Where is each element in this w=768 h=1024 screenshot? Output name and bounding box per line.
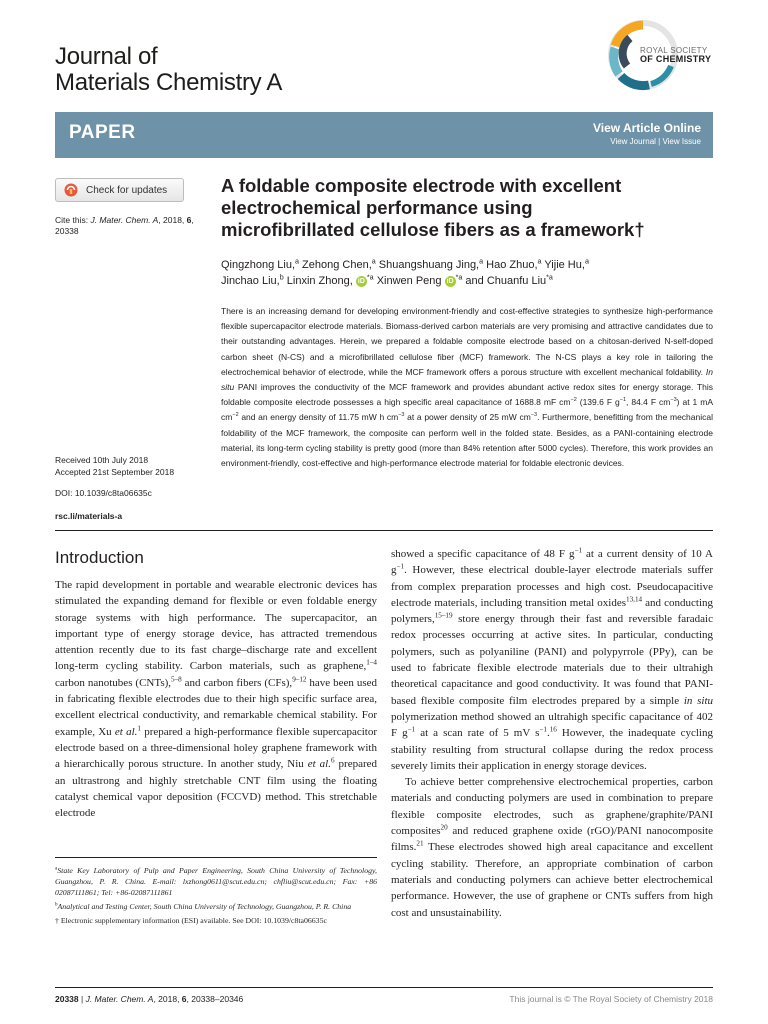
rsc-wordmark-line2: OF CHEMISTRY: [640, 54, 712, 64]
author: Shuangshuang Jing,: [375, 259, 480, 271]
author: Linxin Zhong,: [283, 275, 353, 287]
body-column-right: showed a specific capacitance of 48 F $g^{-1}$ at a current density of 10 A $g^{-1}$. However, these electrical double-layer electrode materials suffer from complex preparation processes and high cost. Pseudocapacitive electrode materials, including transition metal oxides$^{13,14}$ and conducting polymers,$^{15-19}$ store energy through their fast and reversible faradaic redox processes occurring at active sites. In particular, conducting polymers, such as polyaniline (PANI) and polypyrrole (PPy), can be used to fabricate flexible electrode materials due to their ultrahigh theoretical capacitance and good conductivity. It was found that PANI-based flexible composite film electrodes prepared by a simple in situ polymerization method showed an ultrahigh specific capacitance of 402 F $g^{-1}$ at a scan rate of 5 mV $s^{-1}.^{16}$ However, the inadequate cycling stability resulting from structural collapse during the redox process severely limits their application in energy storage devices. To achieve better comprehensive electrochemical properties, carbon materials and conducting polymers are used in combination to prepare flexible composite electrodes, such as graphene/graphite/PANI composites$^{20}$ and reduced graphene oxide (rGO)/PANI nanocomposite films.$^{21}$ These electrodes showed high areal capacitance and excellent cycling stability. Therefore, an appropriate combination of carbon materials and conducting polymers can achieve better electrochemical performance. However, the use of graphene or CNTs suffers from high cost and unsustainability.: [391, 546, 714, 919]
crossmark-icon: [64, 183, 78, 197]
page-footer-left: [55, 994, 243, 1004]
author: Xinwen Peng: [373, 275, 442, 287]
section-label: PAPER: [69, 122, 136, 143]
divider: [55, 530, 713, 531]
page-number: 20338: [55, 994, 79, 1004]
view-issue-link[interactable]: View Issue: [662, 137, 701, 146]
accepted-date: Accepted 21st September 2018: [55, 467, 175, 477]
abstract-text: (139.6 F g: [576, 397, 620, 408]
article-title: A foldable composite electrode with excellent electrochemical performance using microfibrillated cellulose fibers as a framework†: [221, 175, 645, 240]
check-for-updates-button[interactable]: [55, 178, 184, 202]
author: Zehong Chen,: [298, 259, 372, 271]
received-dates: [55, 454, 215, 478]
check-for-updates-label: Check for updates: [86, 184, 168, 196]
abstract-text: and an energy density of 11.75 mW h cm: [238, 412, 399, 423]
cite-prefix: Cite this:: [55, 215, 91, 225]
orcid-icon[interactable]: iD: [357, 277, 365, 285]
abstract-text: ) at 1 mA cm: [221, 397, 713, 423]
cite-pages: , 20338: [55, 215, 194, 236]
journal-name-line2: Materials Chemistry A: [55, 69, 283, 96]
author: and Chuanfu Liu: [462, 275, 547, 287]
footer-year: , 2018,: [153, 994, 182, 1004]
footnote-divider: [55, 857, 377, 858]
abstract-text: There is an increasing demand for developing environment-friendly and cost-effective strategies to synthesize high-performance flexible supercapacitor electrode materials. Biomass-derived carbon materials are very promising and attractive candidates due to their outstanding advantages. Herein, we prepared a foldable composite electrode based on a chitosan-derived N-self-doped carbon sheet (N-CS) and a microfibrillated cellulose fiber (MCF) framework. The N-CS plays a key role in tailoring the electrochemical behavior of electrode, while the MCF framework offers a porous structure with excellent mechanical foldability.: [221, 306, 713, 377]
cite-volume: 6: [186, 215, 192, 225]
author: Yijie Hu,: [541, 259, 585, 271]
abstract-text: at a power density of 25 mW cm: [404, 412, 531, 423]
body-column-left: The rapid development in portable and wearable electronic devices has stimulated the expanding demand for flexible or even foldable energy storage systems with high performance. The supercapacitor, an important type of energy storage device, has attracted tremendous attention recently due to its fast charge–discharge rate and excellent long-term cycling stability. Carbon materials, such as graphene,$^{1-4}$ carbon nanotubes (CNTs),$^{5-8}$ and carbon fibers (CFs),$^{9-12}$ have been used in fabricating flexible electrodes due to their high specific surface area, excellent electrical conductivity, and remarkable chemical stability. For example, Xu et al.$^1$ prepared a high-performance flexible supercapacitor electrode based on a three-dimensional holey graphene framework with a hierarchically porous structure. In another study, Niu et al.$^6$ prepared an ultrastrong and highly stretchable CNT film using the floating catalyst chemical vapor deposition (FCCVD) method. This stretchable electrode: [55, 579, 378, 820]
abstract-text: . Furthermore, benefitting from the mechanical foldability of the MCF framework, the composite can perform well in the folded state. Besides, as a PANI-containing electrode material, its long-term cycling stability is pretty good (more than 84% retention after 5000 cycles). Therefore, this work provides an environment-friendly, cost-effective and high-performance electrode material for foldable electronic devices.: [221, 412, 713, 469]
view-journal-link[interactable]: View Journal: [610, 137, 656, 146]
author-list: Qingzhong Liu,$^a$ Zehong Chen,$^a$ Shuangshuang Jing,$^a$ Hao Zhuo,$^a$ Yijie Hu,$^a$ Jinchao Liu,$^b$ Linxin Zhong, iD $^{*a}$ Xinwen Peng iD $^{*a}$ and Chuanfu Liu$^{*a}$: [221, 257, 589, 287]
journal-name-line1: Journal of: [55, 43, 158, 70]
footnote-affiliation-b: Analytical and Testing Center, South China University of Technology, Guangzhou, P. R. China: [57, 902, 352, 911]
footer-pages: , 20338–20346: [186, 994, 244, 1004]
cite-year: , 2018,: [158, 215, 187, 225]
cite-journal: J. Mater. Chem. A: [90, 215, 159, 225]
author: Jinchao Liu,: [221, 275, 280, 287]
abstract: There is an increasing demand for developing environment-friendly and cost-effective strategies to synthesize high-performance flexible supercapacitor electrode materials. Biomass-derived carbon materials are very promising and attractive candidates due to their outstanding advantages. Herein, we prepared a foldable composite electrode based on a chitosan-derived N-self-doped carbon sheet (N-CS) and a microfibrillated cellulose fiber (MCF) framework. The N-CS plays a key role in tailoring the electrochemical behavior of electrode, while the MCF framework offers a porous structure with excellent mechanical foldability. In situ PANI improves the conductivity of the MCF framework and provides abundant active redox sites for energy storage. This foldable composite electrode possesses a high specific areal capacitance of 1688.8 mF $cm^{-2}$ (139.6 F $g^{-1}$, 84.4 F $cm^{-3}$) at 1 mA $cm^{-2}$ and an energy density of 11.75 mW h $cm^{-3}$ at a power density of 25 mW $cm^{-3}$. Furthermore, benefitting from the mechanical foldability of the MCF framework, the composite can perform well in the folded state. Besides, as a PANI-containing electrode material, its long-term cycling stability is pretty good (more than 84% retention after 5000 cycles). Therefore, this work provides an environment-friendly, cost-effective and high-performance electrode material for foldable electronic devices.: [221, 306, 713, 469]
doi[interactable]: DOI: 10.1039/c8ta06635c: [55, 488, 152, 498]
view-links-separator: |: [655, 137, 663, 146]
rsc-short-link[interactable]: rsc.li/materials-a: [55, 511, 123, 521]
footnote-esi: † Electronic supplementary information (ESI) available. See DOI: 10.1039/c8ta06635c: [55, 916, 327, 925]
author: Qingzhong Liu,: [221, 259, 295, 271]
footnote-affiliation-a: State Key Laboratory of Pulp and Paper Engineering, South China University of Technology, Guangzhou, P. R. China. E-mail: lxzhong0611@scut.edu.cn; chfliu@scut.edu.cn; Fax: +86 02087111861; Tel: +86-02087111861: [55, 866, 377, 897]
view-links: [610, 137, 701, 146]
footer-separator: |: [78, 994, 86, 1004]
cite-this: [55, 215, 205, 237]
received-date: Received 10th July 2018: [55, 455, 149, 465]
orcid-icon[interactable]: iD: [446, 277, 454, 285]
rsc-wordmark: [640, 46, 711, 64]
view-article-online-link[interactable]: View Article Online: [592, 121, 701, 135]
page-footer-right: This journal is © The Royal Society of Chemistry 2018: [509, 994, 713, 1004]
footer-divider: [55, 987, 713, 988]
footer-volume: 6: [181, 994, 187, 1004]
section-heading: Introduction: [55, 548, 144, 567]
footnotes: $^a$State Key Laboratory of Pulp and Paper Engineering, South China University of Technology, Guangzhou, P. R. China. E-mail: lxzhong0611@scut.edu.cn; chfliu@scut.edu.cn; Fax: +86 02087111861; Tel: +86-02087111861 $^b$Analytical and Testing Center, South China University of Technology, Guangzhou, P. R. China † Electronic supplementary information (ESI) available. See DOI: 10.1039/c8ta06635c: [55, 865, 377, 925]
abstract-text: PANI improves the conductivity of the MCF framework and provides abundant active redox sites for energy storage. This foldable composite electrode possesses a high specific areal capacitance of 1688.8 mF cm: [221, 382, 713, 408]
journal-name: [55, 44, 282, 96]
footer-journal: J. Mater. Chem. A: [85, 994, 154, 1004]
author: Hao Zhuo,: [483, 259, 538, 271]
abstract-text: , 84.4 F cm: [626, 397, 671, 408]
rsc-wordmark-line1: ROYAL SOCIETY: [640, 46, 708, 55]
abstract-italic: In situ: [221, 366, 713, 393]
section-banner: [55, 112, 713, 158]
